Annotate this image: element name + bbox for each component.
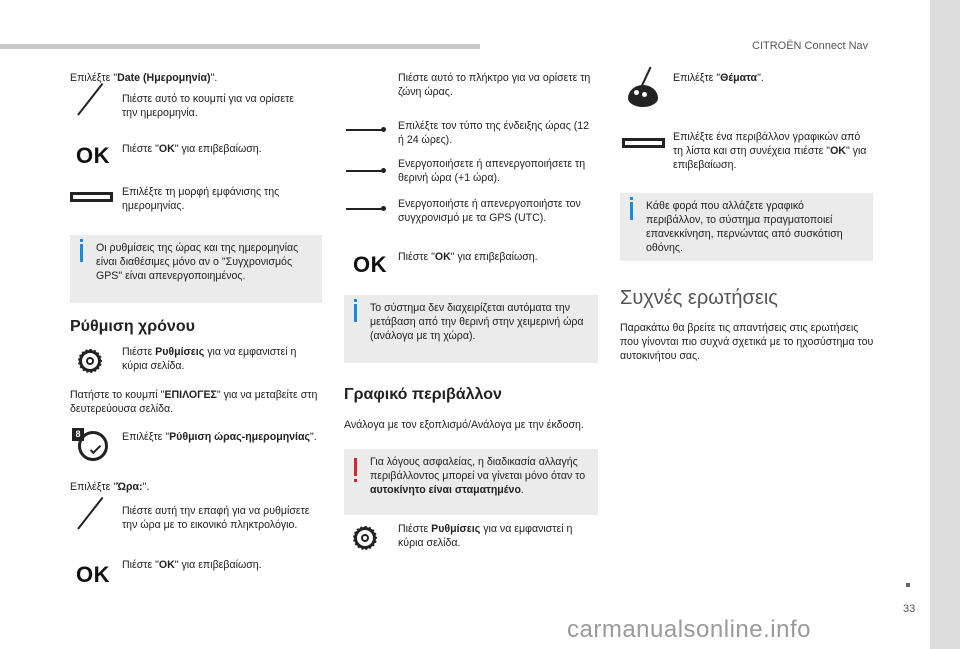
info-icon-3 (630, 202, 633, 220)
ok-button-icon-2[interactable]: OK (76, 562, 110, 587)
step-date-format: Επιλέξτε τη μορφή εμφάνισης της ημερομηνίας. (122, 186, 280, 212)
format-selector-icon[interactable] (70, 192, 113, 202)
faq-intro: Παρακάτω θα βρείτε τις απαντήσεις στις ερωτήσεις που γίνονται πιο συχνά σχετικά με το ηχοσύστημα του αυτοκινήτου σας. (620, 322, 874, 362)
warning-icon (354, 458, 357, 476)
select-time-paragraph: Επιλέξτε "Ώρα:". (70, 481, 150, 493)
warning-text: Για λόγους ασφαλείας, η διαδικασία αλλαγής περιβάλλοντος μπορεί να γίνεται μόνο όταν το αυτοκίνητο είναι σταματημένο. (370, 456, 586, 496)
info-icon-2 (354, 304, 357, 322)
palette-icon[interactable] (623, 80, 663, 112)
step-choose-theme: Επιλέξτε ένα περιβάλλον γραφικών από τη λίστα και στη συνέχεια πιέστε "OK" για επιβεβαίωση. (673, 131, 867, 171)
page-header: CITROËN Connect Nav (752, 40, 869, 52)
page-side-band (930, 0, 960, 649)
info-icon (80, 244, 83, 262)
pencil-icon[interactable] (70, 94, 106, 126)
info-box-restart (620, 193, 873, 261)
step-timezone: Πιέστε αυτό το πλήκτρο για να ορίσετε τη ζώνη ώρας. (398, 72, 591, 98)
format-toggle-icon[interactable] (346, 129, 384, 131)
ok-button-icon-3[interactable]: OK (353, 252, 387, 277)
info-box-gps (70, 235, 322, 303)
info-box-dst (344, 295, 598, 363)
page-number: 33 (903, 603, 916, 615)
step-hour-format: Επιλέξτε τον τύπο της ένδειξης ώρας (12 ή 24 ώρες). (398, 120, 590, 146)
theme-list-icon[interactable] (622, 138, 665, 148)
info-text-3: Κάθε φορά που αλλάζετε γραφικό περιβάλλον, το σύστημα πραγματοποιεί επανεκκίνηση, περνώντας από συσκότιση οθόνης. (646, 200, 843, 254)
step-open-settings: Πιέστε Ρυθμίσεις για να εμφανιστεί η κύρια σελίδα. (122, 346, 297, 372)
pencil-icon-2[interactable] (70, 508, 106, 540)
clock-icon[interactable] (75, 429, 108, 462)
step-open-settings-2: Πιέστε Ρυθμίσεις για να εμφανιστεί η κύρια σελίδα. (398, 523, 573, 549)
step-set-time: Πιέστε αυτή την επαφή για να ρυθμίσετε την ώρα με το εικονικό πληκτρολόγιο. (122, 505, 310, 531)
step-confirm-gps: Πιέστε "OK" για επιβεβαίωση. (398, 251, 538, 263)
settings-icon-2[interactable] (350, 523, 380, 553)
date-intro: Επιλέξτε "Date (Ημερομηνία)". (70, 72, 218, 84)
step-dst: Ενεργοποιήσετε ή απενεργοποιήσετε τη θερινή ώρα (+1 ώρα). (398, 158, 586, 184)
equipment-note: Ανάλογα με τον εξοπλισμό/Ανάλογα με την έκδοση. (344, 419, 584, 431)
step-gps-sync: Ενεργοποιήστε ή απενεργοποιήστε τον συγχρονισμό με τα GPS (UTC). (398, 198, 581, 224)
settings-icon[interactable] (75, 346, 105, 376)
info-text-2: Το σύστημα δεν διαχειρίζεται αυτόματα την μετάβαση από την θερινή στην χειμερινή ώρα (ανάλογα με τη χώρα). (370, 302, 584, 342)
step-confirm-time: Πιέστε "OK" για επιβεβαίωση. (122, 559, 262, 571)
step-time-date: Επιλέξτε "Ρύθμιση ώρας-ημερομηνίας". (122, 431, 317, 443)
timezone-menu-icon[interactable] (349, 78, 383, 102)
gps-sync-toggle-icon[interactable] (346, 208, 384, 210)
top-rule (0, 44, 480, 49)
info-text: Οι ρυθμίσεις της ώρας και της ημερομηνίας είναι διαθέσιμες μόνο αν ο "Συγχρονισμός GPS" είναι απενεργοποιημένος. (96, 242, 299, 282)
warning-box (344, 449, 598, 515)
step-confirm-date: Πιέστε "OK" για επιβεβαίωση. (122, 143, 262, 155)
page-badge-8: 8 (72, 428, 84, 441)
watermark: carmanualsonline.info (567, 616, 811, 643)
ok-button-icon[interactable]: OK (76, 143, 110, 168)
section-heading-time: Ρύθμιση χρόνου (70, 318, 195, 335)
options-paragraph: Πατήστε το κουμπί "ΕΠΙΛΟΓΕΣ" για να μεταβείτε στη δευτερεύουσα σελίδα. (70, 389, 318, 415)
dst-toggle-icon[interactable] (346, 170, 384, 172)
step-themes: Επιλέξτε "Θέματα". (673, 72, 764, 84)
page-marker (906, 583, 910, 587)
section-heading-graphics: Γραφικό περιβάλλον (344, 386, 502, 403)
step-set-date: Πιέστε αυτό το κουμπί για να ορίσετε την ημερομηνία. (122, 93, 295, 119)
section-heading-faq: Συχνές ερωτήσεις (620, 287, 778, 309)
